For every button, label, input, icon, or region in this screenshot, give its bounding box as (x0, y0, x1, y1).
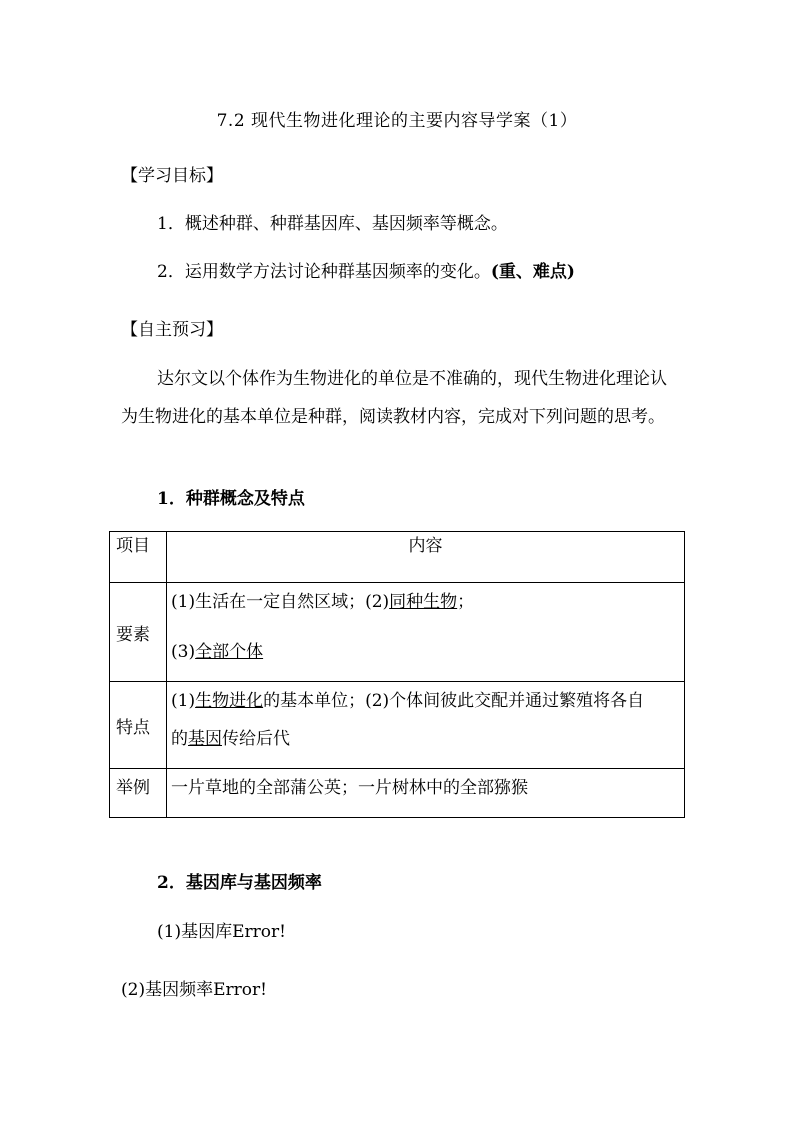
examples-content-cell: 一片草地的全部蒲公英；一片树林中的全部猕猴 (167, 769, 685, 818)
objective-2 (157, 257, 575, 282)
page-title: 7.2 现代生物进化理论的主要内容导学案（1） (216, 111, 578, 131)
answer-genes: 基因 (188, 729, 222, 749)
objective-2-text: 2．运用数学方法讨论种群基因频率的变化。 (157, 262, 491, 282)
features-label-cell: 特点 (110, 682, 167, 769)
elements-content-cell (167, 583, 685, 682)
table-header-row (110, 532, 685, 583)
features-line-2: 的基因传给后代 (171, 729, 290, 749)
elements-line-2: (3)全部个体 (171, 642, 264, 662)
table-row (110, 583, 685, 682)
item2-2-gene-frequency: (2)基因频率Error! (121, 980, 267, 1000)
table-row (110, 682, 685, 769)
answer-same-species: 同种生物 (389, 592, 458, 612)
preview-heading: 【自主预习】 (121, 320, 223, 340)
features-line-1: (1)生物进化的基本单位；(2)个体间彼此交配并通过繁殖将各自 (171, 691, 645, 711)
population-table (109, 531, 685, 818)
answer-evolution: 生物进化 (195, 691, 264, 711)
features-content-cell (167, 682, 685, 769)
elements-line-1: (1)生活在一定自然区域；(2)同种生物； (171, 592, 475, 612)
item2-1-gene-pool: (1)基因库Error! (157, 922, 286, 942)
item1-heading: 1．种群概念及特点 (157, 489, 305, 509)
objective-1: 1．概述种群、种群基因库、基因频率等概念。 (157, 214, 508, 234)
examples-label-cell: 举例 (110, 769, 167, 818)
objectives-heading: 【学习目标】 (121, 166, 223, 186)
header-item-cell: 项目 (110, 532, 167, 583)
answer-all-individuals: 全部个体 (195, 642, 264, 662)
item2-heading: 2．基因库与基因频率 (157, 873, 322, 893)
elements-label-cell: 要素 (110, 583, 167, 682)
objective-2-emphasis: (重、难点) (490, 262, 575, 282)
table-row (110, 769, 685, 818)
header-content-cell: 内容 (167, 532, 685, 583)
preview-paragraph: 达尔文以个体作为生物进化的单位是不准确的，现代生物进化理论认为生物进化的基本单位是种群，阅读教材内容，完成对下列问题的思考。 (121, 369, 667, 427)
